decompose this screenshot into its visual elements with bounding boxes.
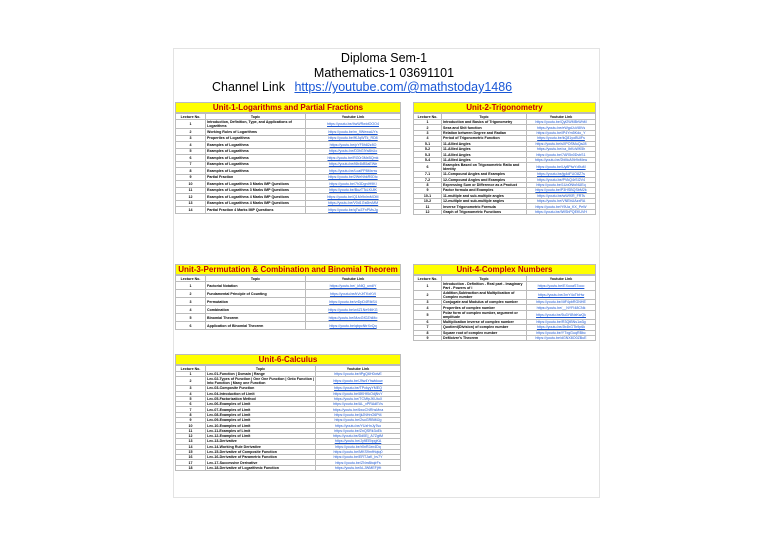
topic-cell: Conjugate and Modulus of complex number — [442, 300, 527, 305]
lecture-number-cell: 9 — [414, 188, 442, 193]
youtube-link-cell[interactable]: https://youtu.be/TCMfpJKUtuX — [316, 396, 401, 401]
topic-cell: Examples of Logarithms — [206, 155, 306, 162]
youtube-link-cell[interactable]: https://youtu.be/J9w4Yhwkkuw — [316, 377, 401, 386]
lecture-number-cell: 9 — [176, 418, 206, 423]
youtube-link-cell[interactable]: https://youtu.be/eWgdJuV8IVs — [527, 125, 596, 130]
lecture-number-cell: 13 — [176, 200, 206, 207]
youtube-link-cell[interactable]: https://youtu.be/qTwZFnPMsJg — [306, 207, 401, 214]
lecture-number-cell: 6 — [176, 402, 206, 407]
lecture-number-cell: 12 — [176, 194, 206, 201]
lecture-number-cell: 7 — [414, 325, 442, 330]
topic-cell: 11-Allied Angles — [442, 146, 527, 151]
lecture-number-cell: 5 — [414, 310, 442, 319]
lecture-number-cell: 3 — [176, 298, 206, 306]
youtube-link-cell[interactable]: https://youtu.be/jg4dFUO8Z7s — [527, 172, 596, 177]
col-topic: Topic — [442, 114, 527, 120]
unit6-block — [175, 354, 401, 471]
topic-cell: Lec-06-Examples of Limit — [206, 402, 316, 407]
col-lecture-no: Lecture No. — [176, 366, 206, 372]
youtube-link-cell[interactable]: https://youtu.be/JnrY4oTbHw — [527, 291, 596, 300]
lecture-number-cell: 6 — [414, 163, 442, 172]
lecture-number-cell: 3 — [414, 300, 442, 305]
topic-cell: Introduction - Definition - Real part - Imaginary Part - Powers of i — [442, 282, 527, 291]
youtube-link-cell[interactable]: https://youtu.be/JyfiEEbpgKA — [316, 439, 401, 444]
youtube-link-cell[interactable]: https://youtu.be/dGNX8O0ZBuE — [527, 335, 596, 340]
lecture-number-cell: 4 — [176, 306, 206, 314]
unit4-table — [413, 275, 596, 341]
lecture-number-cell: 5 — [176, 396, 206, 401]
col-topic: Topic — [206, 276, 306, 282]
topic-cell: 12-multiple and sub-multiple angles — [442, 199, 527, 204]
youtube-link-cell[interactable]: https://youtu.be/ERTJaK_bv7Y — [316, 455, 401, 460]
unit4-title: Unit-4-Complex Numbers — [413, 264, 596, 275]
topic-cell: Lec-14-Working Rule Derivative — [206, 444, 316, 449]
col-lecture-no: Lecture No. — [176, 276, 206, 282]
table-row — [176, 282, 401, 290]
lecture-number-cell: 7-2 — [414, 177, 442, 182]
lecture-number-cell: 17 — [176, 460, 206, 465]
lecture-number-cell: 4 — [176, 142, 206, 149]
youtube-link-cell[interactable]: https://youtu.be/IWShPQEKUVH — [527, 209, 596, 214]
topic-cell: Lec-02-Types of Function | One One Function | Onto Function | Into Function | Many one Function — [207, 377, 314, 386]
table-row — [176, 120, 401, 129]
lecture-number-cell: 4 — [176, 391, 206, 396]
topic-cell: Lec-08-Examples of Limit — [206, 412, 316, 417]
lecture-number-cell: 10 — [176, 423, 206, 428]
topic-cell: Square root of complex number — [442, 330, 527, 335]
topic-cell: DeMoivre's Theorem — [442, 335, 527, 340]
table-row — [176, 207, 401, 214]
youtube-link-cell[interactable]: https://youtu.be/5u3Y8NxKwQk — [527, 310, 596, 319]
unit6-table — [175, 365, 401, 471]
lecture-number-cell: 8 — [414, 330, 442, 335]
topic-cell: Lec-11-Examples of Limit — [206, 428, 316, 433]
topic-cell: Lec-15-Derivative of Composite Function — [206, 449, 316, 454]
youtube-link-cell[interactable]: https://youtu.be/pYF5h82z8O — [306, 142, 401, 149]
youtube-link-cell[interactable]: https://youtu.be/LcaiFP8Mxnw — [306, 168, 401, 175]
youtube-link-cell[interactable]: https://youtu.be/7h3DgnIH9KI — [306, 181, 401, 188]
lecture-number-cell: 7-1 — [414, 172, 442, 177]
youtube-link-cell[interactable]: https://youtu.be/__NYFI48CNk — [527, 305, 596, 310]
col-topic: Topic — [206, 114, 306, 120]
lecture-number-cell: 9 — [414, 335, 442, 340]
table-row — [414, 282, 596, 291]
subject-title: Mathematics-1 03691101 — [313, 66, 455, 80]
lecture-number-cell: 5 — [176, 314, 206, 322]
topic-cell: Lec-16-Derivative of Parametric Function — [206, 455, 316, 460]
topic-cell: Lec-01-Function | Domain | Range — [206, 372, 316, 377]
youtube-link-cell[interactable]: https://youtu.be/D3hGlYa8bUo — [306, 148, 401, 155]
col-youtube-link: Youtube Link — [527, 276, 596, 282]
unit2-table — [413, 113, 596, 215]
lecture-number-cell: 6 — [176, 155, 206, 162]
lecture-number-cell: 7 — [176, 161, 206, 168]
topic-cell: Lec-05-Factorization Method — [206, 396, 316, 401]
youtube-link-cell[interactable]: https://youtu.be/P3HSBQSbM2k — [527, 188, 596, 193]
topic-cell: Fundamental Principle of Counting — [206, 290, 306, 298]
unit1-table — [175, 113, 401, 214]
youtube-link-cell[interactable]: https://youtu.be/ZNm8bqlrFs — [316, 460, 401, 465]
topic-cell: Lec-12-Examples of Limit — [206, 433, 316, 438]
lecture-number-cell: 7 — [176, 407, 206, 412]
lecture-number-cell: 2 — [414, 291, 442, 300]
lecture-number-cell: 3 — [176, 135, 206, 142]
youtube-link-cell[interactable]: https://youtu.be/r0nRJzn4Dq — [316, 444, 401, 449]
lecture-number-cell: 16 — [176, 455, 206, 460]
youtube-link-cell[interactable]: https://youtu.be/4wWRwidOOO4 — [306, 120, 401, 129]
topic-cell: Examples of Logarithms — [206, 161, 306, 168]
youtube-link-cell[interactable]: https://youtu.be/w4Z1Ne94tKG — [306, 306, 401, 314]
youtube-link-cell[interactable]: https://youtu.be/lP4Ym5Kdo_Y — [527, 130, 596, 135]
youtube-link-cell[interactable]: https://youtu.be/8KHKkOdjNvY — [316, 391, 401, 396]
youtube-link-cell[interactable]: https://youtu.be/i6b4kB5aEWe — [306, 161, 401, 168]
youtube-link-cell[interactable]: https://youtu.be/qbpcNtrXvQq — [306, 322, 401, 330]
youtube-link-cell[interactable]: https://youtu.be/YTxgGuqRBbc — [527, 330, 596, 335]
lecture-number-cell: 13 — [176, 439, 206, 444]
youtube-link-cell[interactable]: https://youtu.be/_kNlQ_undlY — [306, 282, 401, 290]
topic-cell: Addition,Subtraction and Multiplication of Complex number — [442, 291, 527, 300]
topic-cell: Examples of Logarithms — [206, 168, 306, 175]
topic-cell: Lec-03-Composite Function — [206, 386, 316, 391]
lecture-number-cell: 8 — [176, 168, 206, 175]
lecture-number-cell: 10-1 — [414, 193, 442, 198]
lecture-number-cell: 12 — [176, 433, 206, 438]
youtube-link-cell[interactable]: https://youtu.be/4tF4pbRGNHE — [527, 300, 596, 305]
lecture-number-cell: 1 — [176, 282, 206, 290]
table-row — [176, 298, 401, 306]
table-row — [176, 377, 401, 386]
channel-label: Channel Link — [212, 80, 285, 94]
youtube-link-cell[interactable]: https://youtu.be/V0d1Gs6bvMM — [306, 200, 401, 207]
youtube-link-cell[interactable]: https://youtu.be/R3QtBNs1w3g — [527, 319, 596, 324]
lecture-number-cell: 18 — [176, 465, 206, 470]
lecture-number-cell: 4 — [414, 305, 442, 310]
table-row — [176, 290, 401, 298]
youtube-link-cell[interactable]: https://youtu.be/sXPOSMuQaJ8 — [527, 141, 596, 146]
lecture-number-cell: 2 — [414, 125, 442, 130]
youtube-link-cell[interactable]: https://youtu.be/kQ81yoBUlFs — [527, 136, 596, 141]
lecture-number-cell: 5-3 — [414, 152, 442, 157]
topic-cell: Sexa and Shit function — [442, 125, 527, 130]
unit1-block — [175, 102, 401, 214]
channel-row — [212, 80, 512, 94]
topic-cell: Introduction and Basics of Trigonometry — [442, 120, 527, 125]
youtube-link-cell[interactable]: https://youtu.be/7AR5x0DvbS1 — [527, 152, 596, 157]
topic-cell: Examples of Logarithms 3 Marks IMP Questions — [206, 187, 306, 194]
lecture-number-cell: 1 — [414, 282, 442, 291]
unit6-title: Unit-6-Calculus — [175, 354, 401, 365]
lecture-number-cell: 11 — [176, 187, 206, 194]
youtube-link-cell[interactable]: https://youtu.be/kLJWMEFjHt — [316, 465, 401, 470]
topic-cell: Lec-04-Introduction of Limit — [206, 391, 316, 396]
topic-cell: Period of Trigonometric Function — [442, 136, 527, 141]
col-topic: Topic — [206, 366, 316, 372]
youtube-link-cell[interactable]: https://youtu.be/VNEbUAzxRA — [527, 199, 596, 204]
topic-cell: Lec-09-Examples of Limit — [206, 418, 316, 423]
topic-cell: Binomial Theorem — [206, 314, 306, 322]
youtube-link-cell[interactable]: https://youtu.be/tPgQ6H0otvE — [316, 372, 401, 377]
youtube-link-cell[interactable]: https://youtu.be/jkJNHnO6Pt4 — [316, 412, 401, 417]
youtube-link-cell[interactable]: https://youtu.be/RG0r3MxBQmk — [306, 155, 401, 162]
table-row — [176, 465, 401, 470]
topic-cell: Examples of Logarithms — [206, 142, 306, 149]
col-youtube-link: Youtube Link — [306, 114, 401, 120]
youtube-link-cell[interactable]: https://youtu.be/fKJqWTk_RD8 — [306, 135, 401, 142]
youtube-link-cell[interactable]: https://youtu.be/6wcCNRhsMna — [316, 407, 401, 412]
youtube-link-cell[interactable]: https://youtu.be/xa_IbKoWK5h — [527, 146, 596, 151]
topic-cell: Polar form of complex number, argument or amplitude — [442, 310, 527, 319]
youtube-link-cell[interactable]: https://youtu.be/Y9Ua_KX_PeW — [527, 204, 596, 209]
youtube-link-cell[interactable]: https://youtu.be/Jb4hGTb9p6k — [527, 325, 596, 330]
lecture-number-cell: 4 — [414, 136, 442, 141]
lecture-number-cell: 5-1 — [414, 141, 442, 146]
lecture-number-cell: 2 — [176, 377, 206, 386]
lecture-number-cell: 5-2 — [414, 146, 442, 151]
topic-cell: 11-Allied Angles — [442, 141, 527, 146]
youtube-link-cell[interactable]: https://youtu.be/m_9WewaUYs — [306, 129, 401, 136]
youtube-link-cell[interactable]: https://youtu.be/MKS9mfHqtq0 — [316, 449, 401, 454]
youtube-link-cell[interactable]: https://youtu.be/Q1Mr9nlmMOM — [306, 194, 401, 201]
channel-link[interactable]: https://youtube.com/@mathstoday1486 — [294, 80, 513, 94]
lecture-number-cell: 8 — [176, 412, 206, 417]
topic-cell: Relation between Degree and Radian — [442, 130, 527, 135]
topic-cell: Examples Based on Trigonometric Ratio and Identity — [442, 163, 527, 172]
topic-cell: 11-Allied Angles — [442, 152, 527, 157]
topic-cell: Properties of Logarithms — [206, 135, 306, 142]
lecture-number-cell: 14 — [176, 207, 206, 214]
topic-cell: Lec-13-Derivative — [206, 439, 316, 444]
topic-cell: Examples of Logarithms 4 Marks IMP Questions — [206, 200, 306, 207]
topic-cell: Examples of Logarithms 4 Marks IMP Questions — [206, 194, 306, 201]
youtube-link-cell[interactable]: https://youtu.be/Qyl2WMBrWhM — [527, 120, 596, 125]
youtube-link-cell[interactable]: https://youtu.be/1Uo0NfoNUEq — [527, 182, 596, 187]
topic-cell: Introduction, Definition, Type, and Applications of Logarithms — [206, 120, 306, 129]
youtube-link-cell[interactable]: https://youtu.be/AL_vPRAdEVs — [316, 402, 401, 407]
youtube-link-cell[interactable]: https://youtu.be/wWfXR_FRTs — [527, 193, 596, 198]
unit2-block — [413, 102, 596, 215]
lecture-number-cell: 10 — [176, 181, 206, 188]
topic-cell: Partial Fraction — [206, 174, 306, 181]
lecture-number-cell: 3 — [414, 130, 442, 135]
col-youtube-link: Youtube Link — [316, 366, 401, 372]
col-lecture-no: Lecture No. — [414, 114, 442, 120]
topic-cell: 11-Allied Angles — [442, 157, 527, 162]
lecture-number-cell: 12 — [414, 209, 442, 214]
unit3-table — [175, 275, 401, 330]
youtube-link-cell[interactable]: https://youtu.be/TPckyyYMEQ — [316, 386, 401, 391]
course-title: Diploma Sem-1 — [340, 51, 428, 65]
topic-cell: Factor formula and Examples — [442, 188, 527, 193]
topic-cell: Lec-18-Derivative of Logarithmic Function — [206, 465, 316, 470]
col-lecture-no: Lecture No. — [176, 114, 206, 120]
youtube-link-cell[interactable]: https://youtu.be/EXuoaS7ooo — [527, 282, 596, 291]
topic-cell: Permutation — [206, 298, 306, 306]
table-row — [176, 314, 401, 322]
table-row — [414, 209, 596, 214]
youtube-link-cell[interactable]: https://youtu.be/Dd0Ej_A7ZgtM — [316, 433, 401, 438]
lecture-number-cell: 6 — [414, 319, 442, 324]
lecture-number-cell: 8 — [414, 182, 442, 187]
topic-cell: Partial Fraction 4 Marks IMP Questions — [206, 207, 306, 214]
table-row — [414, 310, 596, 319]
table-row — [176, 322, 401, 330]
youtube-link-cell[interactable]: https://youtu.be/2WeNhkR0Dtc — [306, 174, 401, 181]
youtube-link-cell[interactable]: https://youtu.be/2soGRBtMJg — [316, 418, 401, 423]
topic-cell: 12-Compound Angles and Examples — [442, 177, 527, 182]
youtube-link-cell[interactable]: https://youtu.be/kVrJrTKxKVI — [306, 290, 401, 298]
lecture-number-cell: 14 — [176, 444, 206, 449]
lecture-number-cell: 6 — [176, 322, 206, 330]
table-row — [176, 306, 401, 314]
youtube-link-cell[interactable]: https://youtu.be/ZnQSRk3oEk — [316, 428, 401, 433]
topic-cell: Factorial Notation — [206, 282, 306, 290]
lecture-number-cell: 1 — [176, 120, 206, 129]
lecture-number-cell: 1 — [176, 372, 206, 377]
topic-cell: 11-Compound Angles and Examples — [442, 172, 527, 177]
topic-cell: 11-multiple and sub-multiple angles — [442, 193, 527, 198]
unit4-block — [413, 264, 596, 341]
table-row — [414, 291, 596, 300]
youtube-link-cell[interactable]: https://youtu.be/vrDpD4RIkS4 — [306, 298, 401, 306]
topic-cell: Application of Binomial Theorem — [206, 322, 306, 330]
topic-cell: Multiplication inverse of complex number — [442, 319, 527, 324]
lecture-number-cell: 3 — [176, 386, 206, 391]
topic-cell: Lec-17-Successive Derivative — [206, 460, 316, 465]
col-lecture-no: Lecture No. — [414, 276, 442, 282]
lecture-number-cell: 2 — [176, 129, 206, 136]
topic-cell: Inverse Trigonometric Formula — [442, 204, 527, 209]
lecture-number-cell: 5-4 — [414, 157, 442, 162]
topic-cell: Lec-07-Examples of Limit — [206, 407, 316, 412]
topic-cell: Examples of Logarithms — [206, 148, 306, 155]
topic-cell: Lec-10-Examples of Limit — [206, 423, 316, 428]
topic-cell: Expressing Sum or Difference as a Product — [442, 182, 527, 187]
topic-cell: Properties of complex number — [442, 305, 527, 310]
unit1-title: Unit-1-Logarithms and Partial Fractions — [175, 102, 401, 113]
unit3-title: Unit-3-Permutation & Combination and Binomial Theorem — [175, 264, 401, 275]
youtube-link-cell[interactable]: https://youtu.be/2bMcA9Ir9xMxw — [527, 157, 596, 162]
topic-cell: Quotient(Division) of complex number — [442, 325, 527, 330]
lecture-number-cell: 1 — [414, 120, 442, 125]
topic-cell: Examples of Logarithms 3 Marks IMP Questions — [206, 181, 306, 188]
youtube-link-cell[interactable]: https://youtu.be/BuzTTcLKUlK — [306, 187, 401, 194]
youtube-link-cell[interactable]: https://youtu.be/PVkQ4rSI2V4 — [527, 177, 596, 182]
lecture-number-cell: 2 — [176, 290, 206, 298]
lecture-number-cell: 10-2 — [414, 199, 442, 204]
table-row — [414, 163, 596, 172]
unit3-block — [175, 264, 401, 330]
col-youtube-link: Youtube Link — [527, 114, 596, 120]
unit2-title: Unit-2-Trigonometry — [413, 102, 596, 113]
lecture-number-cell: 9 — [176, 174, 206, 181]
topic-cell: Combination — [206, 306, 306, 314]
lecture-number-cell: 11 — [176, 428, 206, 433]
topic-cell: Working Rules of Logarithms — [206, 129, 306, 136]
lecture-number-cell: 15 — [176, 449, 206, 454]
col-youtube-link: Youtube Link — [306, 276, 401, 282]
lecture-number-cell: 5 — [176, 148, 206, 155]
topic-cell: Graph of Trigonometric Functions — [442, 209, 527, 214]
youtube-link-cell[interactable]: https://youtu.be/Uy8PlwYd9uM — [527, 163, 596, 172]
youtube-link-cell[interactable]: https://youtu.be/MzcGfOZhiMo — [306, 314, 401, 322]
youtube-link-cell[interactable]: https://youtu.be/YUzHnJyTso — [316, 423, 401, 428]
lecture-number-cell: 11 — [414, 204, 442, 209]
col-topic: Topic — [442, 276, 527, 282]
table-row — [414, 335, 596, 340]
